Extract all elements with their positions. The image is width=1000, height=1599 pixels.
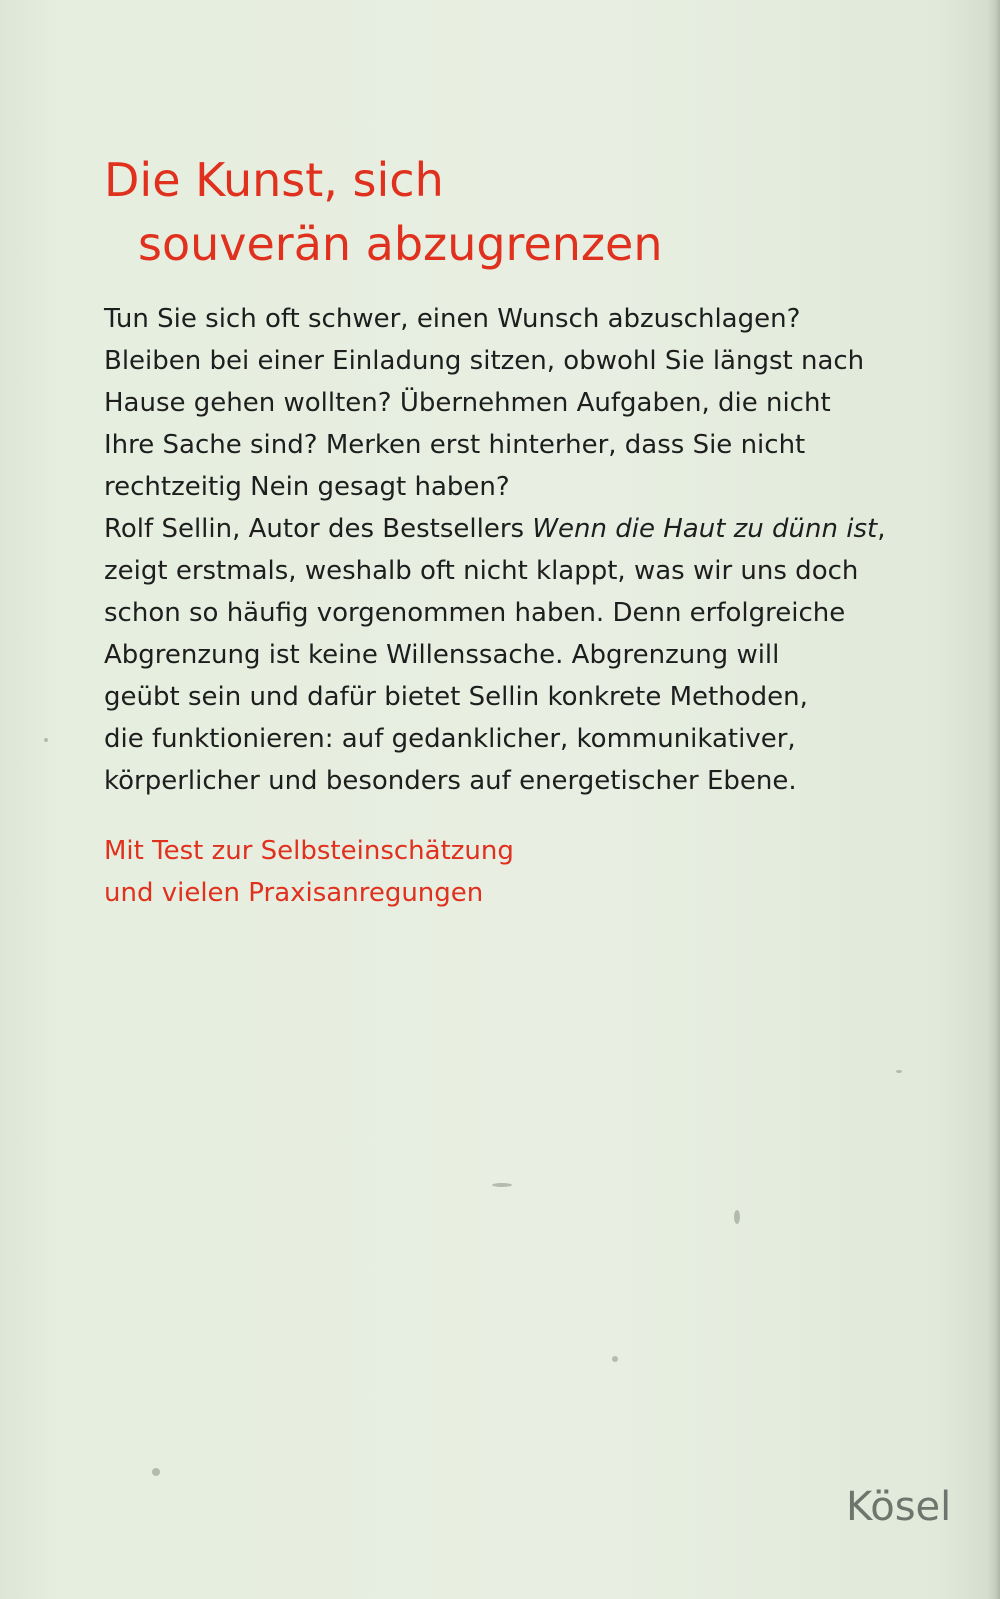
- spine-edge: [986, 0, 1000, 1599]
- paper-speck: [612, 1356, 618, 1362]
- blurb-line: rechtzeitig Nein gesagt haben?: [104, 472, 510, 502]
- paper-speck: [896, 1070, 902, 1073]
- author-intro: Rolf Sellin, Autor des Bestsellers: [104, 514, 533, 544]
- promo-note: [104, 830, 804, 914]
- promo-line-1: Mit Test zur Selbsteinschätzung: [104, 836, 514, 866]
- blurb-line-author: [104, 508, 924, 550]
- blurb-line: die funktionieren: auf gedanklicher, kommunikativer,: [104, 724, 796, 754]
- blurb-line: Tun Sie sich oft schwer, einen Wunsch abzuschlagen?: [104, 304, 801, 334]
- promo-line-2: und vielen Praxisanregungen: [104, 878, 484, 908]
- paper-speck: [44, 738, 48, 742]
- blurb-line: Hause gehen wollten? Übernehmen Aufgaben, die nicht: [104, 388, 831, 418]
- bestseller-title: Wenn die Haut zu dünn ist: [532, 514, 878, 544]
- blurb-line: Abgrenzung ist keine Willenssache. Abgrenzung will: [104, 640, 780, 670]
- author-comma: ,: [877, 514, 886, 544]
- paper-speck: [152, 1468, 160, 1476]
- blurb-line: körperlicher und besonders auf energetischer Ebene.: [104, 766, 797, 796]
- publisher-logo: Kösel: [846, 1484, 952, 1530]
- blurb-line: Bleiben bei einer Einladung sitzen, obwohl Sie längst nach: [104, 346, 865, 376]
- headline-line-1: Die Kunst, sich: [104, 153, 444, 207]
- paper-speck: [734, 1210, 740, 1224]
- blurb: [104, 298, 924, 802]
- headline: [104, 148, 864, 276]
- headline-line-2: souverän abzugrenzen: [138, 217, 663, 271]
- blurb-line: geübt sein und dafür bietet Sellin konkrete Methoden,: [104, 682, 808, 712]
- blurb-line: Ihre Sache sind? Merken erst hinterher, dass Sie nicht: [104, 430, 806, 460]
- blurb-line: schon so häufig vorgenommen haben. Denn erfolgreiche: [104, 598, 846, 628]
- paper-speck: [492, 1183, 512, 1187]
- blurb-line: zeigt erstmals, weshalb oft nicht klappt, was wir uns doch: [104, 556, 859, 586]
